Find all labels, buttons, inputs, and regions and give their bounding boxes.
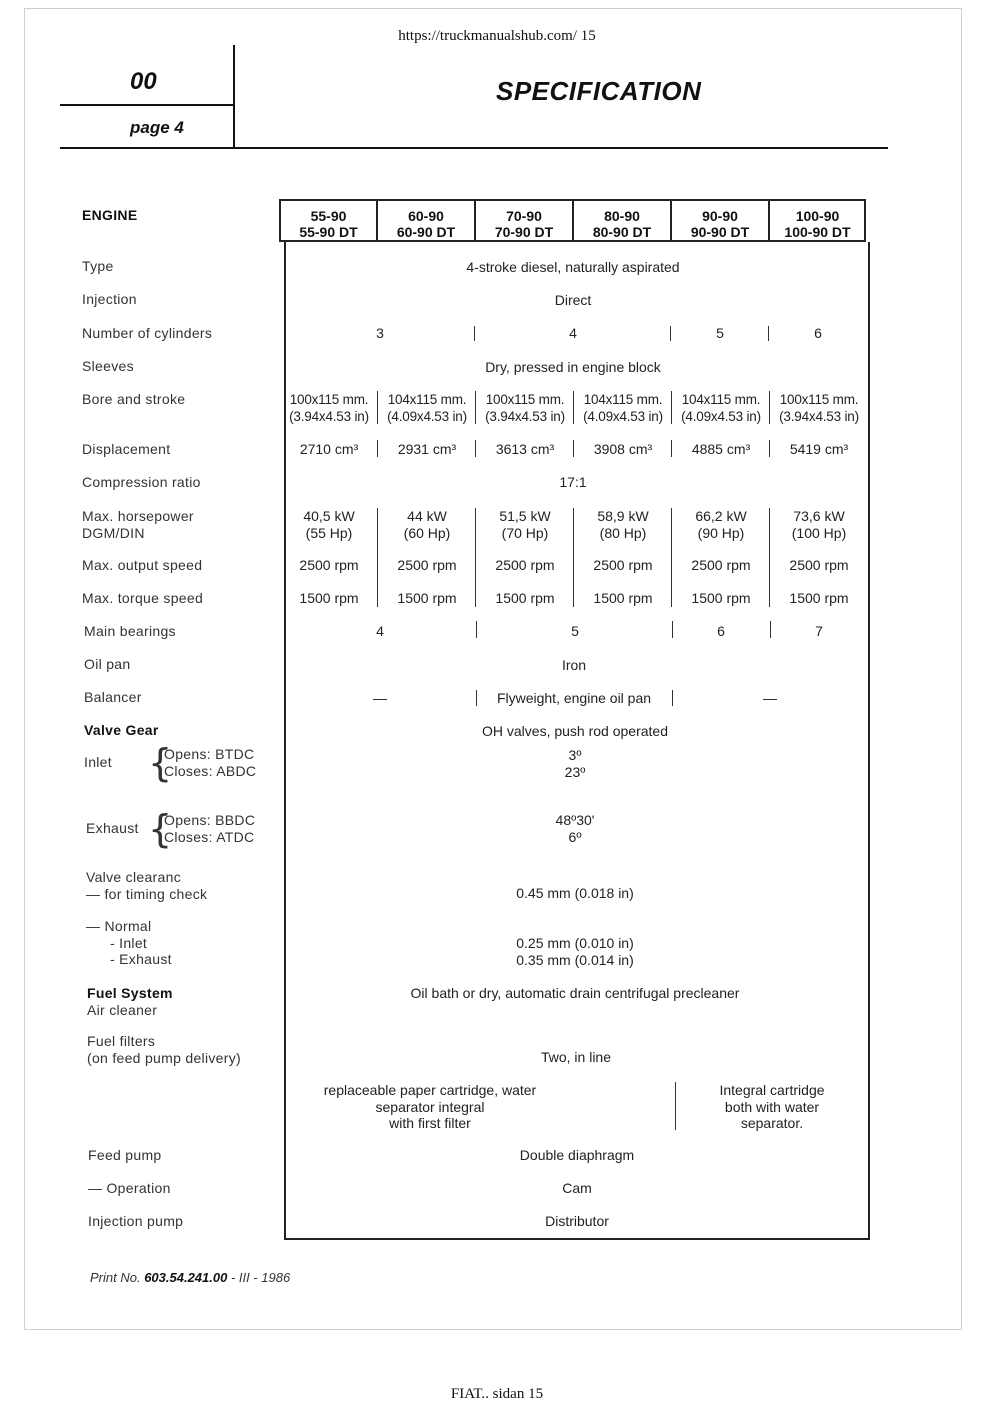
row-label-output-speed: Max. output speed bbox=[82, 557, 203, 573]
row-label-fuel-system: Fuel System Air cleaner bbox=[87, 985, 173, 1018]
row-label-normal: — Normal - Inlet - Exhaust bbox=[86, 918, 172, 967]
inlet-timing-labels: Opens: BTDC Closes: ABDC bbox=[164, 746, 257, 779]
header-divider-vertical bbox=[233, 45, 235, 149]
row-label-valve-clearance: Valve clearanc — for timing check bbox=[86, 869, 208, 902]
cell-divider bbox=[573, 391, 574, 424]
cylinders-value: 3 bbox=[376, 325, 384, 341]
displacement-value: 2931 cm³ bbox=[397, 441, 457, 457]
displacement-value: 3613 cm³ bbox=[495, 441, 555, 457]
cell-divider bbox=[475, 440, 476, 457]
main-bearings-value: 7 bbox=[815, 623, 823, 639]
torque-speed-value: 1500 rpm bbox=[789, 590, 849, 606]
row-label-valve-gear: Valve Gear bbox=[84, 722, 159, 738]
row-label-type: Type bbox=[82, 258, 114, 274]
cell-divider bbox=[671, 440, 672, 457]
torque-speed-value: 1500 rpm bbox=[691, 590, 751, 606]
bore-value: 100x115 mm. (3.94x4.53 in) bbox=[289, 392, 369, 424]
valve-clearance-value: 0.45 mm (0.018 in) bbox=[516, 885, 634, 901]
output-speed-value: 2500 rpm bbox=[593, 557, 653, 573]
balancer-left-value: — bbox=[373, 690, 387, 706]
cylinders-value: 4 bbox=[569, 325, 577, 341]
horsepower-value: 66,2 kW (90 Hp) bbox=[695, 508, 747, 541]
horsepower-value: 40,5 kW (55 Hp) bbox=[303, 508, 355, 541]
bore-value: 100x115 mm. (3.94x4.53 in) bbox=[485, 392, 565, 424]
cell-divider bbox=[476, 621, 477, 638]
row-label-horsepower: Max. horsepower DGM/DIN bbox=[82, 508, 194, 541]
displacement-value: 2710 cm³ bbox=[299, 441, 359, 457]
row-label-torque-speed: Max. torque speed bbox=[82, 590, 204, 606]
cylinders-value: 5 bbox=[716, 325, 724, 341]
model-header: 70-90 70-90 DT bbox=[494, 208, 554, 240]
model-header: 80-90 80-90 DT bbox=[592, 208, 652, 240]
cell-divider bbox=[475, 391, 476, 424]
compression-value: 17:1 bbox=[559, 474, 587, 490]
cell-divider bbox=[672, 690, 673, 706]
row-label-injection-pump: Injection pump bbox=[88, 1213, 184, 1229]
cell-divider bbox=[671, 391, 672, 424]
page-url: https://truckmanualshub.com/ 15 bbox=[398, 28, 596, 44]
cell-divider bbox=[476, 690, 477, 706]
torque-speed-value: 1500 rpm bbox=[495, 590, 555, 606]
brace-icon: { bbox=[148, 807, 173, 851]
cell-divider bbox=[675, 1082, 676, 1130]
header-divider-long bbox=[60, 147, 888, 149]
valve-gear-value: OH valves, push rod operated bbox=[482, 723, 668, 739]
main-bearings-value: 4 bbox=[376, 623, 384, 639]
type-value: 4-stroke diesel, naturally aspirated bbox=[466, 259, 680, 275]
row-label-exhaust: Exhaust bbox=[86, 820, 139, 836]
brace-icon: { bbox=[148, 741, 173, 785]
horsepower-value: 51,5 kW (70 Hp) bbox=[499, 508, 551, 541]
balancer-right-value: — bbox=[763, 690, 777, 706]
row-label-inlet: Inlet bbox=[84, 754, 112, 770]
bore-value: 104x115 mm. (4.09x4.53 in) bbox=[583, 392, 663, 424]
bore-value: 100x115 mm. (3.94x4.53 in) bbox=[779, 392, 859, 424]
row-label-operation: — Operation bbox=[88, 1180, 171, 1196]
model-header: 90-90 90-90 DT bbox=[690, 208, 750, 240]
displacement-value: 3908 cm³ bbox=[593, 441, 653, 457]
engine-heading: ENGINE bbox=[82, 207, 138, 223]
row-label-sleeves: Sleeves bbox=[82, 358, 134, 374]
row-label-displacement: Displacement bbox=[82, 441, 171, 457]
page-title: SPECIFICATION bbox=[496, 76, 702, 106]
cell-divider bbox=[768, 326, 769, 341]
horsepower-value: 73,6 kW (100 Hp) bbox=[791, 508, 847, 541]
fuel-system-value: Oil bath or dry, automatic drain centrifugal precleaner bbox=[410, 985, 740, 1001]
inlet-timing-values: 3º 23º bbox=[564, 747, 586, 780]
horsepower-value: 44 kW (60 Hp) bbox=[403, 508, 451, 541]
cell-divider bbox=[769, 440, 770, 457]
model-header: 100-90 100-90 DT bbox=[784, 208, 851, 240]
output-speed-value: 2500 rpm bbox=[691, 557, 751, 573]
oil-pan-value: Iron bbox=[561, 657, 587, 673]
header-divider-short bbox=[60, 104, 234, 106]
row-label-cylinders: Number of cylinders bbox=[82, 325, 213, 341]
output-speed-value: 2500 rpm bbox=[789, 557, 849, 573]
exhaust-timing-labels: Opens: BBDC Closes: ATDC bbox=[164, 812, 256, 845]
injection-value: Direct bbox=[554, 292, 592, 308]
sleeves-value: Dry, pressed in engine block bbox=[485, 359, 661, 375]
cell-divider bbox=[474, 326, 475, 341]
cell-divider bbox=[377, 440, 378, 457]
row-label-bore-stroke: Bore and stroke bbox=[82, 391, 186, 407]
output-speed-value: 2500 rpm bbox=[299, 557, 359, 573]
torque-speed-value: 1500 rpm bbox=[593, 590, 653, 606]
horsepower-value: 58,9 kW (80 Hp) bbox=[597, 508, 649, 541]
row-label-feed-pump: Feed pump bbox=[88, 1147, 162, 1163]
cell-divider bbox=[377, 391, 378, 424]
section-number: 00 bbox=[130, 68, 157, 95]
page-footer: FIAT.. sidan 15 bbox=[450, 1386, 544, 1402]
row-label-balancer: Balancer bbox=[84, 689, 142, 705]
model-header: 60-90 60-90 DT bbox=[396, 208, 456, 240]
output-speed-value: 2500 rpm bbox=[495, 557, 555, 573]
cylinders-value: 6 bbox=[814, 325, 822, 341]
row-label-main-bearings: Main bearings bbox=[84, 623, 176, 639]
exhaust-timing-values: 48º30' 6º bbox=[555, 812, 595, 845]
model-header: 55-90 55-90 DT bbox=[299, 208, 358, 240]
cell-divider bbox=[670, 326, 671, 341]
bore-value: 104x115 mm. (4.09x4.53 in) bbox=[387, 392, 467, 424]
torque-speed-value: 1500 rpm bbox=[397, 590, 457, 606]
fuel-filters-left-note: replaceable paper cartridge, water separator integral with first filter bbox=[323, 1082, 537, 1131]
balancer-middle-value: Flyweight, engine oil pan bbox=[496, 690, 652, 706]
bore-value: 104x115 mm. (4.09x4.53 in) bbox=[681, 392, 761, 424]
displacement-value: 5419 cm³ bbox=[789, 441, 849, 457]
row-label-oil-pan: Oil pan bbox=[84, 656, 131, 672]
fuel-filters-right-note: Integral cartridge both with water separator. bbox=[719, 1082, 825, 1131]
row-label-fuel-filters: Fuel filters (on feed pump delivery) bbox=[87, 1033, 241, 1066]
page-label: page 4 bbox=[130, 118, 184, 137]
operation-value: Cam bbox=[562, 1180, 592, 1196]
main-bearings-value: 5 bbox=[571, 623, 579, 639]
displacement-value: 4885 cm³ bbox=[691, 441, 751, 457]
cell-divider bbox=[573, 440, 574, 457]
output-speed-value: 2500 rpm bbox=[397, 557, 457, 573]
normal-clearance-values: 0.25 mm (0.010 in) 0.35 mm (0.014 in) bbox=[516, 935, 634, 968]
cell-divider bbox=[769, 391, 770, 424]
torque-speed-value: 1500 rpm bbox=[299, 590, 359, 606]
row-label-compression: Compression ratio bbox=[82, 474, 201, 490]
main-bearings-value: 6 bbox=[717, 623, 725, 639]
print-number: Print No. 603.54.241.00 - III - 1986 bbox=[90, 1270, 291, 1285]
injection-pump-value: Distributor bbox=[545, 1213, 609, 1229]
row-label-injection: Injection bbox=[82, 291, 137, 307]
feed-pump-value: Double diaphragm bbox=[519, 1147, 635, 1163]
fuel-filters-value: Two, in line bbox=[540, 1049, 612, 1065]
